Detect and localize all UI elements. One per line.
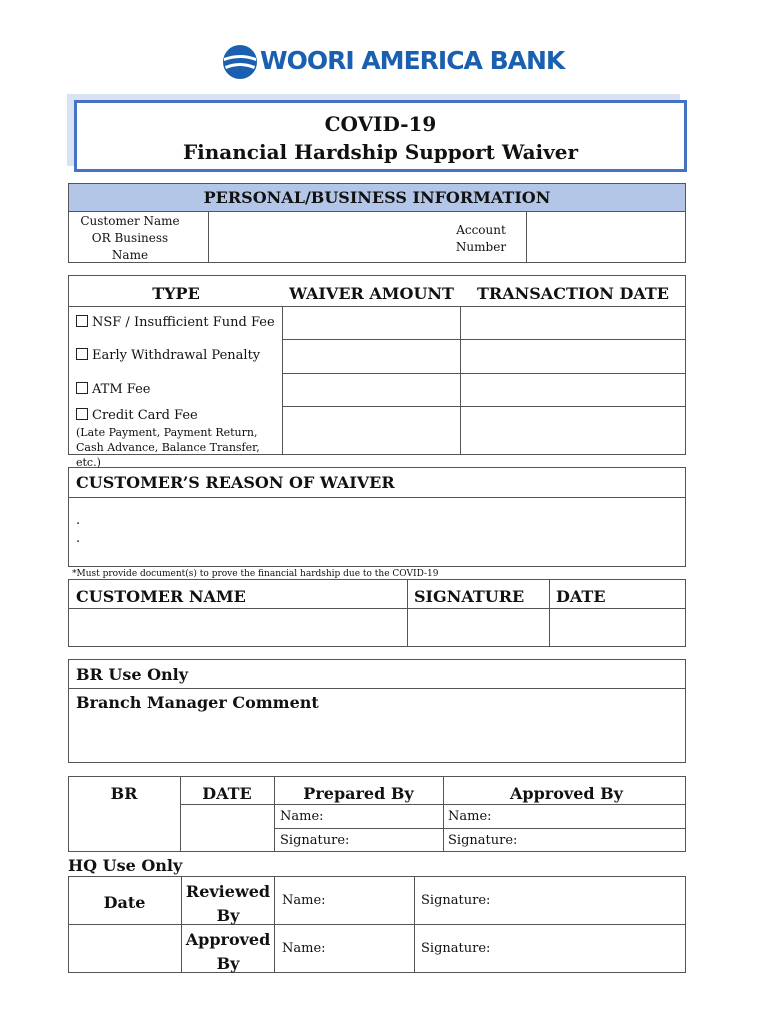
col-type: TYPE [152,284,200,303]
signature-input[interactable] [408,609,549,646]
hq-approved-label: Approved By [185,930,271,973]
signature-header: SIGNATURE [414,587,525,606]
title-line2: Financial Hardship Support Waiver [182,140,579,164]
waiver-row-atm[interactable] [76,382,281,397]
hq-approved-signature-label: Signature: [421,941,491,956]
waiver-row-early-withdrawal[interactable] [76,348,281,363]
date-header: DATE [556,587,606,606]
col-transaction-date: TRANSACTION DATE [477,284,669,303]
waiver-item-label: Credit Card Fee [92,408,198,423]
hq-approved-name-label: Name: [282,941,326,956]
branch-manager-comment-field[interactable] [69,715,685,762]
transaction-date-field[interactable] [461,307,686,339]
br-use-title: BR Use Only [76,665,189,684]
approved-by-header: Approved By [510,784,623,803]
credit-card-note: (Late Payment, Payment Return, Cash Advance, Balance Transfer, etc.) [76,426,260,469]
br-date-field[interactable] [181,805,274,851]
hq-reviewed-name-label: Name: [282,893,326,908]
customer-name-input[interactable] [69,609,407,646]
account-number-label: Account Number [455,223,507,254]
logo-text: WOORI AMERICA BANK [260,46,565,75]
customer-name-label: Customer Name OR Business Name [80,214,180,262]
customer-name-header: CUSTOMER NAME [76,587,246,606]
date-input[interactable] [550,609,685,646]
col-waiver-amount: WAIVER AMOUNT [289,284,454,303]
title-line1: COVID-19 [324,112,437,136]
hq-reviewed-label: Reviewed By [185,882,271,925]
prepared-name-label: Name: [280,809,324,824]
checkbox-icon[interactable] [76,408,88,420]
hq-use-title: HQ Use Only [68,856,183,875]
reason-header: CUSTOMER’S REASON OF WAIVER [76,473,395,492]
reason-dot-2: . [76,531,81,546]
waiver-item-label: ATM Fee [92,382,151,397]
reason-field[interactable] [69,498,685,566]
br-date-header: DATE [202,784,252,803]
bank-logo [222,42,565,82]
reason-dot-1: . [76,513,81,528]
checkbox-icon[interactable] [76,348,88,360]
hq-date-label: Date [103,893,146,912]
checkbox-icon[interactable] [76,382,88,394]
approved-signature-label: Signature: [448,833,518,848]
waiver-item-label: Early Withdrawal Penalty [92,348,261,363]
hq-date-field[interactable] [69,925,181,972]
personal-info-header-text: PERSONAL/BUSINESS INFORMATION [203,188,551,207]
approved-name-label: Name: [448,809,492,824]
br-field[interactable] [69,805,180,851]
hq-reviewed-signature-label: Signature: [421,893,491,908]
checkbox-icon[interactable] [76,315,88,327]
branch-manager-comment-label: Branch Manager Comment [76,693,319,712]
reason-note: *Must provide document(s) to prove the financial hardship due to the COVID-19 [72,569,439,579]
prepared-by-header: Prepared By [303,784,414,803]
account-number-field[interactable] [527,213,685,262]
prepared-signature-label: Signature: [280,833,350,848]
waiver-row-nsf[interactable] [76,315,281,330]
waiver-item-label: NSF / Insufficient Fund Fee [92,315,275,330]
customer-name-field[interactable] [209,213,434,262]
br-header: BR [110,784,138,803]
waiver-row-credit-card[interactable] [76,408,281,423]
globe-icon [222,44,258,80]
waiver-amount-field[interactable] [283,307,460,339]
